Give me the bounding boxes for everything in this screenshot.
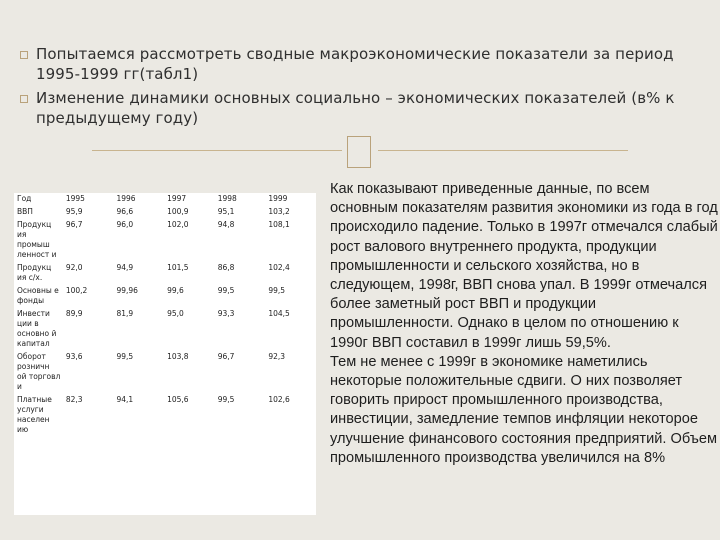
table-cell: 95,1	[217, 207, 235, 216]
table-cell: 81,9	[116, 309, 134, 318]
table-cell: 92,0	[65, 263, 83, 272]
table-cell: 86,8	[217, 263, 235, 272]
table-cell-label: Основны е фонды	[17, 286, 59, 305]
table-row	[14, 394, 316, 437]
table-cell: 94,8	[217, 220, 235, 229]
table-cell: 99,5	[217, 286, 235, 295]
table-cell: 89,9	[65, 309, 83, 318]
table-cell: 94,1	[116, 395, 134, 404]
table-cell: 99,5	[116, 352, 134, 361]
table-row	[14, 285, 316, 308]
table-cell: 93,6	[65, 352, 83, 361]
table-cell: 105,6	[167, 395, 189, 404]
table-cell: 95,9	[65, 207, 83, 216]
table-row	[14, 219, 316, 262]
table-cell: 103,2	[268, 207, 290, 216]
divider-line-right	[378, 150, 628, 151]
table-cell: 102,0	[167, 220, 189, 229]
table-cell: 100,9	[167, 207, 189, 216]
table-header-cell: 1998	[217, 194, 237, 203]
table-cell: 95,0	[167, 309, 184, 318]
table-cell: 96,0	[116, 220, 134, 229]
table-cell: 96,7	[217, 352, 235, 361]
table-row	[14, 206, 316, 219]
commentary-paragraph: Как показывают приведенные данные, по всем основным показателям развития экономики из года в год происходило падение. Только в 1997г отмечался слабый рост валового внутреннего продукта, продукции промышленности и сельского хозяйства, но в следующем, 1998г, ВВП снова упал. В 1999г отмечался более заметный рост ВВП и продукции промышленности. Однако в целом по отношению к 1990г ВВП составил в 1999г лишь 59,5%.	[330, 181, 718, 351]
bullet-list	[20, 44, 700, 132]
bullet-square-icon	[20, 95, 28, 103]
table-cell: 92,3	[268, 352, 286, 361]
commentary-paragraph: Тем не менее с 1999г в экономике наметились некоторые положительные сдвиги. О них позволяет говорить прирост промышленного производства, инвестиции, замедление темпов инфляции некоторое улучшение финансового состояния предприятий. Объем промышленного производства увеличился на 8%	[330, 353, 718, 466]
bullet-text: Попытаемся рассмотреть сводные макроэкономические показатели за период 1995-1999 гг(табл1)	[36, 45, 674, 83]
table-cell-label: Продукц ия промыш ленност и	[17, 220, 57, 259]
bullet-text: Изменение динамики основных социально – экономических показателей (в% к предыдущему году)	[36, 89, 675, 127]
table-cell: 96,7	[65, 220, 83, 229]
table-cell-label: Инвести ции в основно й капитал	[17, 309, 57, 348]
bullet-item	[20, 44, 700, 84]
table-cell: 99,6	[167, 286, 184, 295]
table-header-cell: 1996	[116, 194, 136, 203]
table-row	[14, 308, 316, 351]
table-cell-label: Платные услуги населен ию	[17, 395, 52, 434]
table-row	[14, 351, 316, 394]
table-cell: 101,5	[167, 263, 189, 272]
table-cell: 104,5	[268, 309, 290, 318]
table-cell: 99,5	[217, 395, 235, 404]
table-header-cell: Год	[17, 194, 32, 203]
table-cell: 102,6	[268, 395, 290, 404]
divider-line-left	[92, 150, 342, 151]
table-cell: 100,2	[65, 286, 88, 295]
table-header-cell: 1999	[268, 194, 288, 203]
data-table-panel	[14, 193, 316, 515]
table-cell-label: Продукц ия с/х.	[17, 263, 52, 282]
table-cell: 94,9	[116, 263, 134, 272]
table-cell: 102,4	[268, 263, 290, 272]
bullet-item	[20, 88, 700, 128]
table-cell-label: ВВП	[17, 207, 33, 216]
table-cell: 96,6	[116, 207, 134, 216]
table-header-row	[14, 193, 316, 206]
table-cell: 103,8	[167, 352, 189, 361]
table-header-cell: 1997	[167, 194, 187, 203]
table-cell-label: Оборот розничн ой торговл и	[17, 352, 61, 391]
table-header-cell: 1995	[65, 194, 85, 203]
table-row	[14, 262, 316, 285]
bullet-square-icon	[20, 51, 28, 59]
table-cell: 99,5	[268, 286, 286, 295]
table-cell: 108,1	[268, 220, 290, 229]
commentary-text	[330, 180, 720, 468]
table-cell: 99,96	[116, 286, 138, 295]
decorative-square-icon	[347, 136, 371, 168]
indicators-table	[14, 193, 316, 437]
table-cell: 82,3	[65, 395, 83, 404]
table-cell: 93,3	[217, 309, 235, 318]
